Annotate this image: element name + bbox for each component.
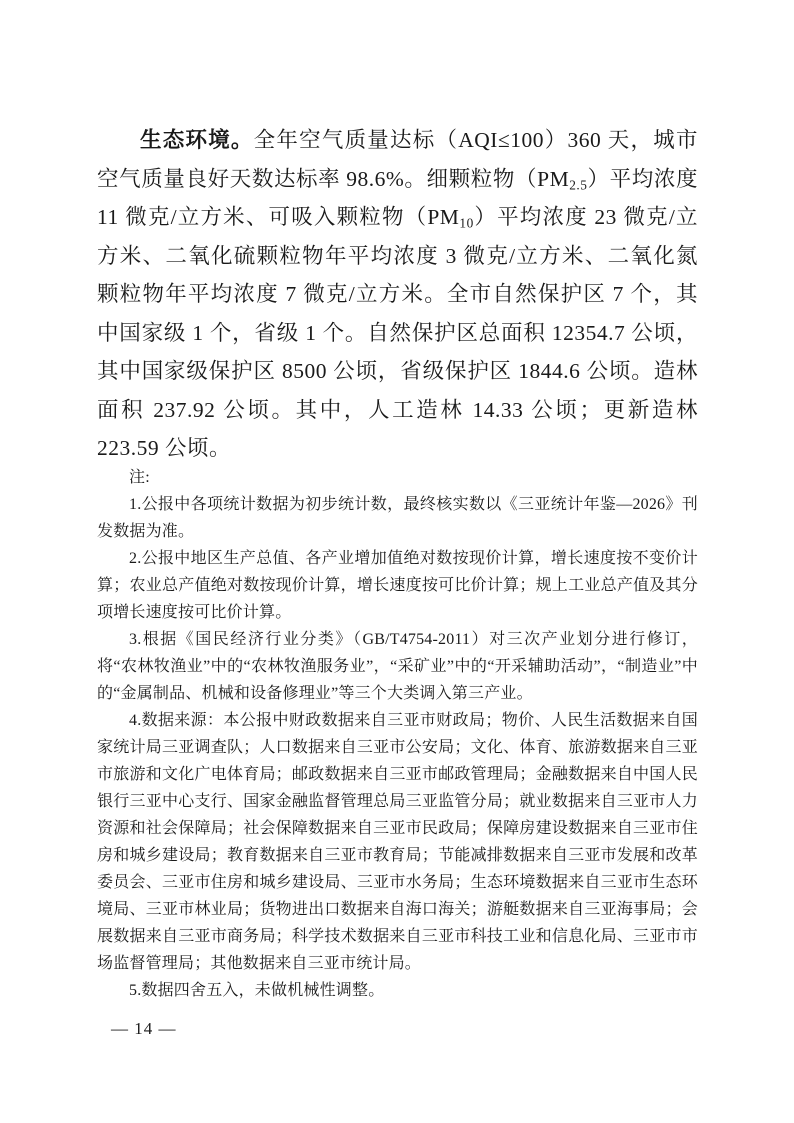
eco-environment-paragraph bbox=[97, 121, 698, 468]
note-item: 1.公报中各项统计数据为初步统计数，最终核实数以《三亚统计年鉴—2026》刊发数据为准。 bbox=[97, 496, 698, 540]
page-number: — 14 — bbox=[111, 1019, 177, 1038]
paragraph-text-a: 全年空气质量达标（AQI≤100）360 天，城市空气质量良好天数达标率 98.6%。细颗粒物（PM bbox=[97, 128, 698, 191]
pm25-subscript: 2.5 bbox=[569, 177, 588, 193]
paragraph-lead: 生态环境。 bbox=[140, 128, 254, 152]
notes-label: 注: bbox=[129, 469, 150, 486]
paragraph-text-c: ）平均浓度 23 微克/立方米、二氧化硫颗粒物年平均浓度 3 微克/立方米、二氧化氮颗粒物年平均浓度 7 微克/立方米。全市自然保护区 7 个，其中国家级 1 个，省级 1 个。自然保护区总面积 12354.7 公顷，其中国家级保护区 8500 公顷，省级保护区 1844.6 公顷。造林面积 237.92 公顷。其中，人工造林 14.33 公顷；更新造林 223.59 公顷。 bbox=[97, 205, 698, 460]
paragraph-text-b: ）平均浓度 11 微克/立方米、可吸入颗粒物（PM bbox=[97, 166, 698, 229]
note-item: 5.数据四舍五入，未做机械性调整。 bbox=[129, 982, 385, 999]
pm10-subscript: 10 bbox=[459, 215, 474, 231]
note-item: 2.公报中地区生产总值、各产业增加值绝对数按现价计算，增长速度按不变价计算；农业总产值绝对数按现价计算，增长速度按可比价计算；规上工业总产值及其分项增长速度按可比价计算。 bbox=[97, 550, 698, 621]
note-item: 4.数据来源：本公报中财政数据来自三亚市财政局；物价、人民生活数据来自国家统计局三亚调查队；人口数据来自三亚市公安局；文化、体育、旅游数据来自三亚市旅游和文化广电体育局；邮政数据来自三亚市邮政管理局；金融数据来自中国人民银行三亚中心支行、国家金融监督管理总局三亚监管分局；就业数据来自三亚市人力资源和社会保障局；社会保障数据来自三亚市民政局；保障房建设数据来自三亚市住房和城乡建设局；教育数据来自三亚市教育局；节能减排数据来自三亚市发展和改革委员会、三亚市住房和城乡建设局、三亚市水务局；生态环境数据来自三亚市生态环境局、三亚市林业局；货物进出口数据来自海口海关；游艇数据来自三亚海事局；会展数据来自三亚市商务局；科学技术数据来自三亚市科技工业和信息化局、三亚市市场监督管理局；其他数据来自三亚市统计局。 bbox=[97, 712, 698, 972]
notes-section bbox=[97, 464, 698, 1004]
note-item: 3.根据《国民经济行业分类》（GB/T4754-2011）对三次产业划分进行修订，将“农林牧渔业”中的“农林牧渔服务业”，“采矿业”中的“开采辅助活动”，“制造业”中的“金属制品、机械和设备修理业”等三个大类调入第三产业。 bbox=[97, 631, 698, 702]
